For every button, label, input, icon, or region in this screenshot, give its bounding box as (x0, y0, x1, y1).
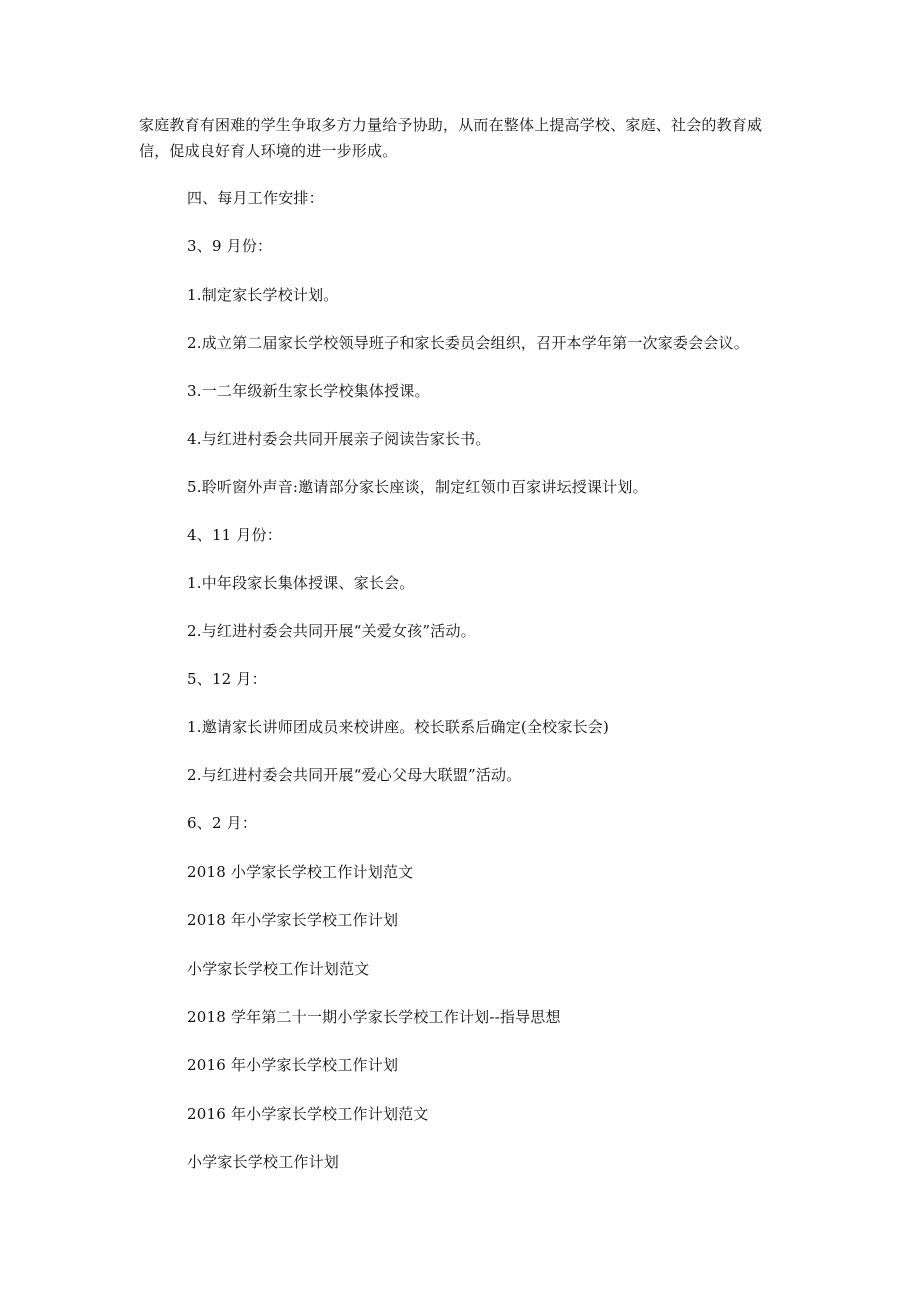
related-link[interactable]: 2018 年小学家长学校工作计划 (187, 911, 399, 929)
list-item: 2.与红进村委会共同开展“关爱女孩”活动。 (187, 622, 476, 640)
related-link[interactable]: 2018 学年第二十一期小学家长学校工作计划--指导思想 (187, 1008, 561, 1026)
list-item: 2.与红进村委会共同开展“爱心父母大联盟”活动。 (187, 766, 522, 784)
list-item: 1.邀请家长讲师团成员来校讲座。校长联系后确定(全校家长会) (187, 718, 610, 736)
list-item: 2.成立第二届家长学校领导班子和家长委员会组织，召开本学年第一次家委会会议。 (187, 334, 749, 352)
month-heading-feb: 6、2 月： (187, 814, 258, 832)
related-link[interactable]: 小学家长学校工作计划 (187, 1153, 340, 1171)
list-item: 1.制定家长学校计划。 (187, 286, 339, 304)
related-link[interactable]: 小学家长学校工作计划范文 (187, 960, 370, 978)
month-heading-sep: 3、9 月份： (187, 237, 273, 255)
section-heading: 四、每月工作安排： (187, 189, 324, 207)
list-item: 4.与红进村委会共同开展亲子阅读告家长书。 (187, 430, 491, 448)
related-link[interactable]: 2018 小学家长学校工作计划范文 (187, 863, 414, 881)
related-link[interactable]: 2016 年小学家长学校工作计划 (187, 1056, 399, 1074)
list-item: 3.一二年级新生家长学校集体授课。 (187, 382, 430, 400)
month-heading-dec: 5、12 月： (187, 670, 267, 688)
list-item: 1.中年段家长集体授课、家长会。 (187, 574, 415, 592)
month-heading-nov: 4、11 月份： (187, 526, 282, 544)
related-link[interactable]: 2016 年小学家长学校工作计划范文 (187, 1105, 429, 1123)
intro-paragraph: 家庭教育有困难的学生争取多方力量给予协助，从而在整体上提高学校、家庭、社会的教育威信，促成良好育人环境的进一步形成。 (139, 116, 763, 160)
list-item: 5.聆听窗外声音:邀请部分家长座谈，制定红领巾百家讲坛授课计划。 (187, 478, 648, 496)
